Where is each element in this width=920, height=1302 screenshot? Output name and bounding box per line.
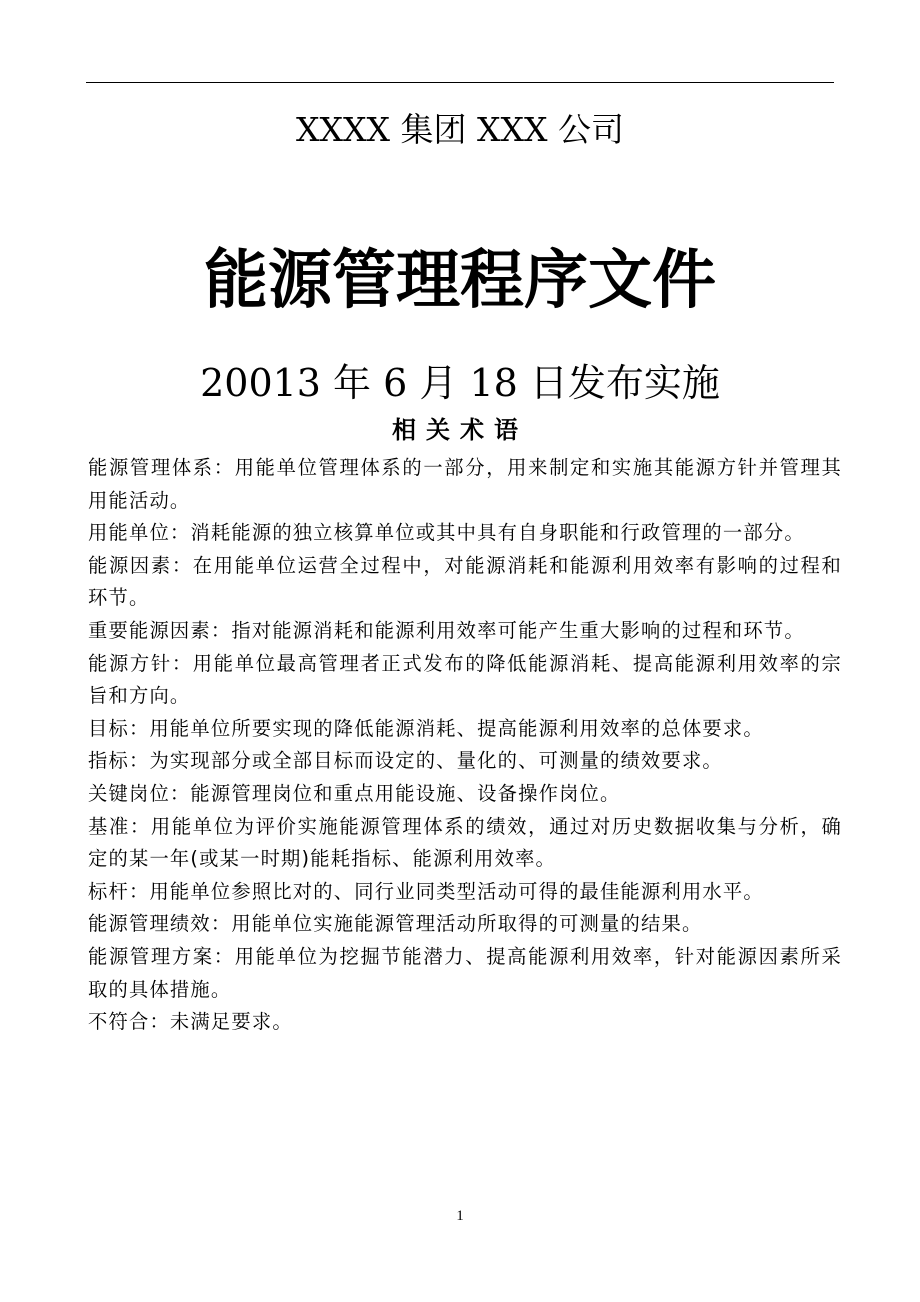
section-heading-terms: 相关术语 <box>392 416 528 444</box>
page-number: 1 <box>456 1208 464 1224</box>
release-date: 20013 年 6 月 18 日发布实施 <box>200 361 720 405</box>
term-item: 能源管理方案：用能单位为挖掘节能潜力、提高能源利用效率，针对能源因素所采取的具体措施。 <box>88 944 842 1001</box>
term-item: 重要能源因素：指对能源消耗和能源利用效率可能产生重大影响的过程和环节。 <box>88 618 805 642</box>
term-item: 基准：用能单位为评价实施能源管理体系的绩效，通过对历史数据收集与分析，确定的某一年(或某一时期)能耗指标、能源利用效率。 <box>88 814 842 871</box>
term-item: 目标：用能单位所要实现的降低能源消耗、提高能源利用效率的总体要求。 <box>88 716 764 740</box>
company-name: XXXX 集团 XXX 公司 <box>296 110 624 149</box>
term-item: 能源管理绩效：用能单位实施能源管理活动所取得的可测量的结果。 <box>88 912 703 936</box>
terms-list <box>88 452 842 1039</box>
term-item: 关键岗位：能源管理岗位和重点用能设施、设备操作岗位。 <box>88 781 621 805</box>
term-item: 用能单位：消耗能源的独立核算单位或其中具有自身职能和行政管理的一部分。 <box>88 521 805 545</box>
term-item: 指标：为实现部分或全部目标而设定的、量化的、可测量的绩效要求。 <box>88 749 723 773</box>
term-item: 能源因素：在用能单位运营全过程中，对能源消耗和能源利用效率有影响的过程和环节。 <box>88 553 842 610</box>
term-item: 能源管理体系：用能单位管理体系的一部分，用来制定和实施其能源方针并管理其用能活动。 <box>88 456 842 512</box>
header-rule <box>86 82 834 83</box>
term-item: 能源方针：用能单位最高管理者正式发布的降低能源消耗、提高能源利用效率的宗旨和方向。 <box>88 651 842 708</box>
document-title: 能源管理程序文件 <box>204 244 716 318</box>
term-item: 标杆：用能单位参照比对的、同行业同类型活动可得的最佳能源利用水平。 <box>88 879 764 903</box>
term-item: 不符合：未满足要求。 <box>88 1010 293 1034</box>
